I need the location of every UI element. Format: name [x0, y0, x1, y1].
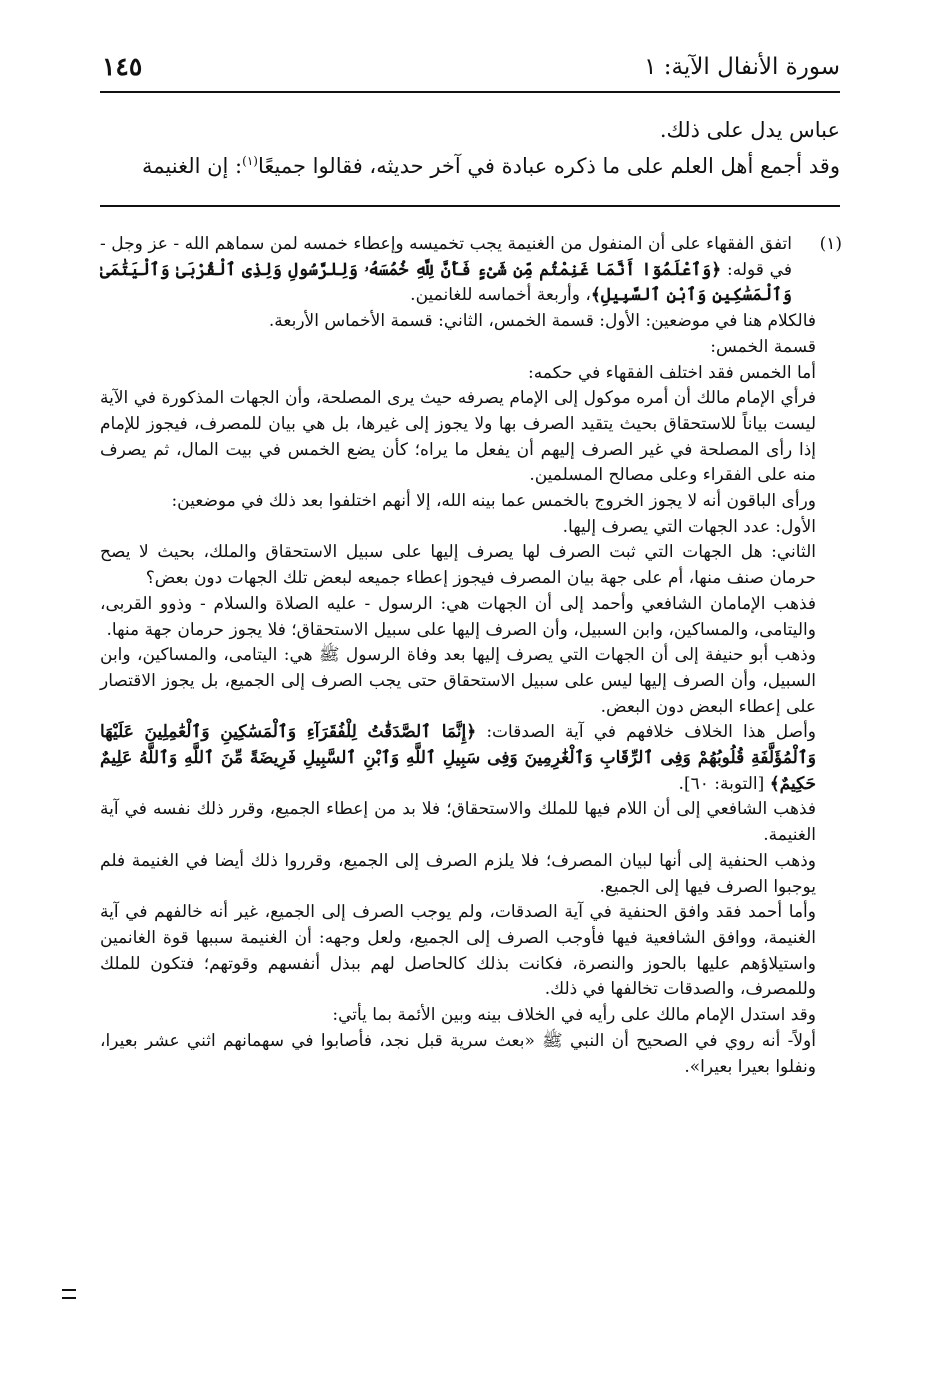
fn-paragraph: وقد استدل الإمام مالك على رأيه في الخلاف بينه وبين الأئمة بما يأتي: [332, 1005, 816, 1026]
header-rule [100, 91, 840, 93]
fn-text: وأصل هذا الخلاف خلافهم في آية الصدقات: [476, 722, 816, 743]
margin-mark [62, 1289, 76, 1299]
fn-paragraph: فالكلام هنا في موضعين: الأول: قسمة الخمس، الثاني: قسمة الأخماس الأربعة. [268, 311, 816, 332]
verse-citation: [التوبة: ٦٠]. [678, 773, 770, 794]
main-line-1: عباس يدل على ذلك. [659, 118, 840, 142]
quran-verse-tawbah: ﴿إِنَّمَا ٱلصَّدَقَٰتُ لِلْفُقَرَآءِ وَٱلْمَسَٰكِينِ وَٱلْعَٰمِلِينَ عَلَيْهَا وَٱلْمُؤَلَّفَةِ قُلُوبُهُمْ وَفِى ٱلرِّقَابِ وَٱلْغَٰرِمِينَ وَفِى سَبِيلِ ٱللَّهِ وَٱبْنِ ٱلسَّبِيلِ فَرِيضَةً مِّنَ ٱللَّهِ وَٱللَّهُ عَلِيمٌ حَكِيمٌ﴾ [100, 722, 816, 794]
main-line-2-text: وقد أجمع أهل العلم على ما ذكره عبادة في آخر حديثه، فقالوا جميعًا [257, 154, 840, 178]
fn-paragraph: أولاً- أنه روي في الصحيح أن النبي ﷺ «بعث سرية قبل نجد، فأصابوا في سهمانهم اثني عشر بعيرا، ونفلوا بعيرا بعيرا». [100, 1030, 816, 1077]
footnote-reference[interactable]: (١) [242, 154, 258, 168]
fn-text: ، وأربعة أخماسه للغانمين. [410, 285, 591, 306]
main-line-2 [100, 148, 840, 184]
fn-paragraph: فرأي الإمام مالك أن أمره موكول إلى الإمام يصرفه حيث يرى المصلحة، وأن الجهات المذكورة في الآية ليست بياناً للاستحقاق بحيث يتقيد الصرف بها ولا يجوز إلى غيرها، بل هي بيان للمصرف، فيجوز للإمام إذا رأى المصلحة في غير الصرف إليهم أن يفعل ما يراه؛ كأن يضع الخمس في بيت المال، ثم يصرف منه على الفقراء وعلى مصالح المسلمين. [100, 388, 816, 486]
footnote-number: (١) [819, 234, 842, 254]
fn-paragraph [100, 720, 840, 797]
fn-paragraph [100, 232, 840, 309]
main-text [100, 112, 840, 184]
fn-paragraph: وأما أحمد فقد وافق الحنفية في آية الصدقات، ولم يوجب الصرف إلى الجميع، غير أنه خالفهم في آية الغنيمة، ووافق الشافعية فيها فأوجب الصرف إلى الجميع، ولعل وجهه: أن الغنيمة سببها قوة الغانمين واستيلاؤهم عليها بالحوز والنصرة، فكانت بذلك كالحاصل لهم ببذل أنفسهم وقوتهم؛ فتكون للملك وللمصرف، والصدقات تخالفها في ذلك. [100, 902, 816, 1000]
page-header [100, 44, 840, 90]
fn-paragraph: وذهب أبو حنيفة إلى أن الجهات التي يصرف إليها بعد وفاة الرسول ﷺ هي: اليتامى، والمساكين، وابن السبيل، وأن الصرف إليها ليس على سبيل الاستحقاق حتى يجب الصرف إلى الجميع، بل يجوز الاقتصار على إعطاء البعض دون البعض. [100, 645, 816, 717]
fn-paragraph: وذهب الحنفية إلى أنها لبيان المصرف؛ فلا يلزم الصرف إلى الجميع، وقرروا ذلك أيضا في الغنيمة فلم يوجبوا الصرف فيها إلى الجميع. [100, 850, 816, 897]
fn-paragraph: الأول: عدد الجهات التي يصرف إليها. [562, 516, 816, 537]
footnote-separator [100, 205, 840, 207]
main-line-2-end: : إن الغنيمة [142, 154, 243, 178]
footnote [100, 232, 840, 1080]
quran-verse-anfal: ﴿وَٱعْلَمُوٓا أَنَّمَا غَنِمْتُم مِّن شَىْءٍ فَأَنَّ لِلَّهِ خُمُسَهُۥ وَلِلرَّسُولِ وَلِذِى ٱلْقُرْبَىٰ وَٱلْيَتَٰمَىٰ وَٱلْمَسَٰكِينِ وَٱبْنِ ٱلسَّبِيلِ﴾ [100, 259, 792, 306]
fn-paragraph: أما الخمس فقد اختلف الفقهاء في حكمه: [527, 362, 816, 383]
fn-text: اتفق الفقهاء على أن المنفول من الغنيمة يجب تخميسه وإعطاء خمسه لمن سماهم الله - عز وجل - في قوله: [100, 234, 792, 280]
fn-paragraph: فذهب الإمامان الشافعي وأحمد إلى أن الجهات هي: الرسول - عليه الصلاة والسلام - وذوو القربى، واليتامى، والمساكين، وابن السبيل، وأن الصرف إليها على سبيل الاستحقاق؛ فلا يجوز حرمان جهة منها. [100, 593, 816, 640]
fn-paragraph: ورأى الباقون أنه لا يجوز الخروج بالخمس عما بينه الله، إلا أنهم اختلفوا بعد ذلك في موضعين: [171, 491, 816, 512]
running-title: سورة الأنفال الآية: ١ [644, 54, 840, 80]
fn-paragraph: الثاني: هل الجهات التي ثبت الصرف لها يصرف إليها على سبيل الاستحقاق والملك، بحيث لا يصح حرمان صنف منها، أم على جهة بيان المصرف فيجوز إعطاء جميعه لبعض تلك الجهات دون بعض؟ [100, 542, 816, 589]
fn-subheading: قسمة الخمس: [710, 336, 816, 357]
fn-paragraph: فذهب الشافعي إلى أن اللام فيها للملك والاستحقاق؛ فلا بد من إعطاء الجميع، وقرر ذلك نفسه في آية الغنيمة. [100, 799, 816, 846]
page-number: ١٤٥ [102, 52, 143, 81]
